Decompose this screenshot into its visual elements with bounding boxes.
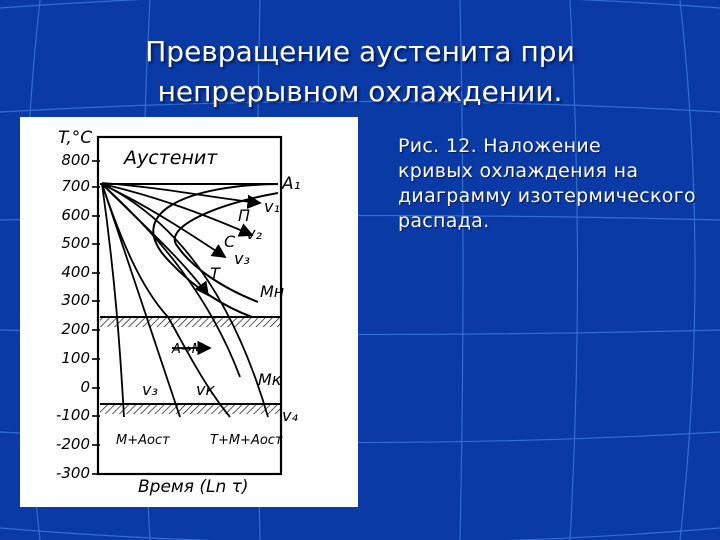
y-tick-label: 700 — [61, 177, 90, 195]
title-line-1: Превращение аустенита при — [145, 35, 575, 68]
s-label: С — [224, 232, 236, 251]
caption-rest: кривых охлаждения на диаграмму изотермического распада. — [398, 160, 696, 232]
mn-label: Мн — [260, 282, 285, 301]
figure-caption — [398, 134, 698, 234]
caption-line-1: Рис. 12. Наложение — [398, 135, 601, 157]
a1-label: A₁ — [282, 174, 301, 194]
a-to-m-label: A→M — [172, 342, 204, 357]
y-tick-label: 100 — [61, 349, 90, 367]
x-axis-label: Время (Ln τ) — [138, 477, 249, 497]
y-tick-label: 0 — [80, 378, 90, 396]
v3-bottom-label: v₃ — [142, 380, 158, 399]
cct-diagram — [20, 117, 358, 507]
v3-top-label: v₃ — [234, 249, 250, 268]
austenite-label: Аустенит — [124, 147, 218, 169]
axis-title: T,°C — [58, 128, 93, 148]
phase-right-label: Т+М+Аост — [210, 433, 283, 448]
y-tick-label: -200 — [55, 435, 90, 453]
plot-frame — [98, 137, 281, 474]
y-tick-label: -100 — [55, 406, 90, 424]
y-tick-label: 500 — [61, 234, 90, 252]
v2-label: v₂ — [246, 224, 262, 243]
y-tick-label: 300 — [61, 291, 90, 309]
v1-label: v₁ — [264, 197, 280, 216]
y-tick-label: 800 — [61, 151, 90, 169]
v4-label: v₄ — [282, 406, 298, 425]
p-label: П — [238, 206, 251, 225]
cooling-curve-vk — [102, 184, 180, 417]
t-label: Т — [210, 264, 220, 283]
slide-title — [0, 32, 720, 112]
vk-label: vк — [196, 380, 216, 399]
phase-left-label: М+Аост — [116, 433, 170, 448]
cooling-curves-figure — [20, 117, 358, 507]
y-tick-label: 600 — [61, 206, 90, 224]
y-tick-label: 200 — [61, 320, 90, 338]
mk-hatch — [100, 404, 280, 414]
y-axis — [56, 151, 100, 482]
mk-label: Мк — [258, 370, 282, 389]
title-line-2: непрерывном охлаждении. — [157, 75, 563, 108]
y-tick-label: -300 — [55, 464, 90, 482]
mn-hatch — [100, 317, 280, 327]
y-tick-label: 400 — [61, 263, 90, 281]
